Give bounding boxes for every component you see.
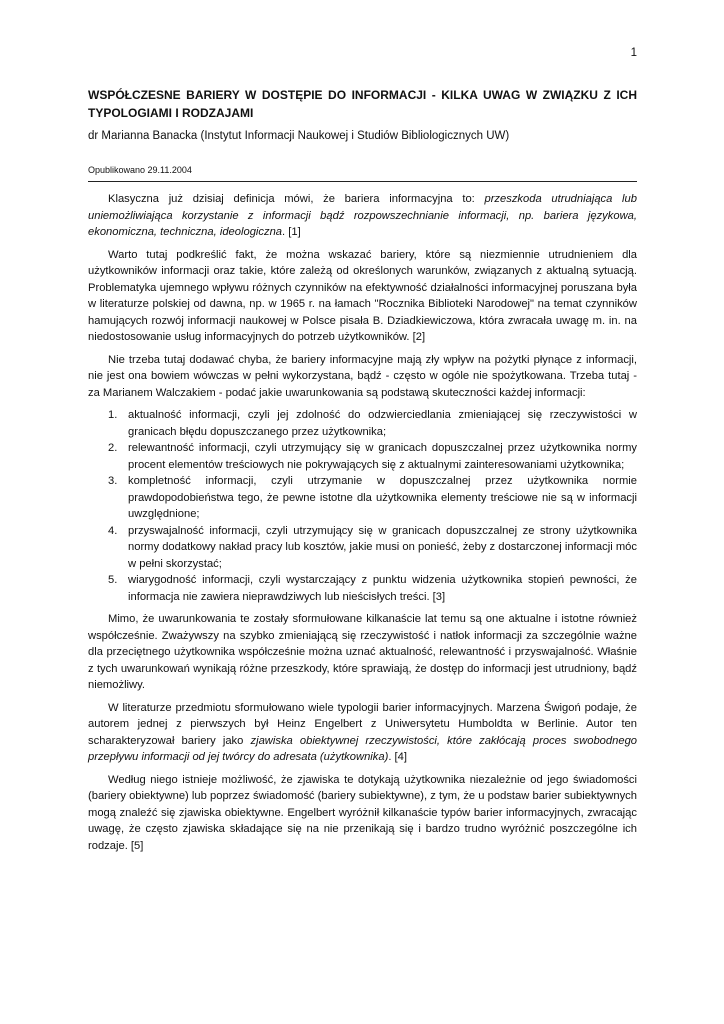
publication-date: Opublikowano 29.11.2004	[88, 165, 192, 175]
article-body	[88, 191, 637, 860]
conditions-list	[88, 407, 637, 605]
list-item	[108, 523, 637, 573]
list-number: 3.	[108, 475, 118, 487]
author-line: dr Marianna Banacka (Instytut Informacji Naukowej i Studiów Bibliologicznych UW)	[88, 130, 510, 142]
header-divider	[88, 181, 637, 182]
list-text: wiarygodność informacji, czyli wystarczający z punktu widzenia użytkownika stopień pewności, że informacja nie zawiera nieprawdziwych lub nieścisłych treści. [3]	[128, 574, 637, 603]
footnote-ref: . [4]	[388, 751, 407, 763]
paragraph-barriers: Warto tutaj podkreślić fakt, że można wskazać bariery, które są niezmiennie utrudnieniem dla użytkowników informacji oraz takie, które zależą od określonych warunków, związanych z aktualną sytuacją. Problematyka ujemnego wpływu różnych czynników na efektywność działalności informacyjnej poruszana była w literaturze polskiej od dawna, np. w 1965 r. na łamach "Rocznika Biblioteki Narodowej" na temat czynników hamujących rozwój informacji naukowej w Polsce pisała B. Dziadkiewiczowa, która zwracała uwagę m. in. na niedostosowanie usług informacyjnych do potrzeb użytkowników. [2]	[88, 248, 637, 343]
list-number: 1.	[108, 409, 118, 421]
paragraph-lead: W literaturze przedmiotu sformułowano wiele typologii barier informacyjnych. Marzena Świgoń podaje, że autorem jednej z pierwszych był Heinz Engelbert z Uniwersytetu Humboldta w Berlinie. Autor ten scharakteryzował bariery jako	[88, 701, 637, 747]
list-number: 4.	[108, 524, 118, 537]
paragraph-typologies	[88, 700, 637, 766]
page-number: 1	[630, 47, 637, 59]
list-item	[108, 572, 637, 605]
list-text: aktualność informacji, czyli jej zdolność do odzwierciedlania zmieniającej się rzeczywistości w granicach błędu dopuszczanego przez użytkownika;	[128, 409, 637, 438]
list-item	[108, 440, 637, 473]
list-item	[108, 407, 637, 440]
paragraph-conditions-intro: Nie trzeba tutaj dodawać chyba, że bariery informacyjne mają zły wpływ na pożytki płynące z informacji, nie jest ona bowiem wówczas w pełni wykorzystana, bądź - często w ogóle nie spożytkowana. Trzeba tutaj - za Marianem Walczakiem - podać jakie uwarunkowania są podstawą skuteczności każdej informacji:	[88, 353, 637, 399]
paragraph-definition	[88, 191, 637, 241]
paragraph-current-relevance: Mimo, że uwarunkowania te zostały sformułowane kilkanaście lat temu są one aktualne i istotne również współcześnie. Zważywszy na szybko zmieniającą się rzeczywistość i natłok informacji za szczególnie ważne dla przeciętnego użytkownika współcześnie można uznać aktualność, relewantność i przyswajalność. Właśnie z tych uwarunkowań wynikają różne przeszkody, które sprawiają, że dostęp do informacji jest utrudniony, bądź niemożliwy.	[88, 613, 637, 691]
list-number: 2.	[108, 442, 118, 454]
paragraph-engelbert: Według niego istnieje możliwość, że zjawiska te dotykają użytkownika niezależnie od jego świadomości (bariery obiektywne) lub poprzez świadomość (bariery subiektywne), z tym, że u podstaw barier subiektywnych mogą znaleźć się zjawiska obiektywne. Engelbert wyróżnił kilkanaście typów barier informacyjnych, zwracając uwagę, że często zjawiska składające się na nie przenikają się i bardzo trudno wyróżnić poszczególne ich rodzaje. [5]	[88, 773, 637, 852]
list-text: przyswajalność informacji, czyli utrzymujący się w granicach dopuszczalnej ze strony użytkownika normy dodatkowy nakład pracy lub kosztów, jakie musi on ponieść, żeby z dostarczonej informacji móc w pełni skorzystać;	[128, 524, 637, 570]
definition-quote: przeszkoda utrudniająca lub uniemożliwiająca korzystanie z informacji bądź rozpowszechnianie informacji, np. bariera językowa, ekonomiczna, techniczna, ideologiczna	[88, 193, 637, 238]
list-item	[108, 473, 637, 523]
paragraph-lead: Klasyczna już dzisiaj definicja mówi, że bariera informacyjna to:	[108, 193, 485, 205]
document-title: WSPÓŁCZESNE BARIERY W DOSTĘPIE DO INFORMACJI - KILKA UWAG W ZWIĄZKU Z ICH TYPOLOGIAMI I RODZAJAMI	[88, 88, 637, 120]
footnote-ref: . [1]	[282, 226, 301, 238]
engelbert-quote: zjawiska obiektywnej rzeczywistości, które zakłócają proces swobodnego przepływu informacji od jej twórcy do adresata (użytkownika)	[88, 734, 638, 763]
list-text: relewantność informacji, czyli utrzymujący się w granicach dopuszczalnej przez użytkownika normy procent elementów treściowych nie pokrywających się z aktualnymi zainteresowaniami użytkownika;	[128, 442, 637, 471]
list-number: 5.	[108, 574, 118, 586]
list-text: kompletność informacji, czyli utrzymanie w dopuszczalnej przez użytkownika normie prawdopodobieństwa tego, że pewne istotne dla użytkownika elementy treściowe nie są w informacji uwzględnione;	[128, 475, 637, 520]
